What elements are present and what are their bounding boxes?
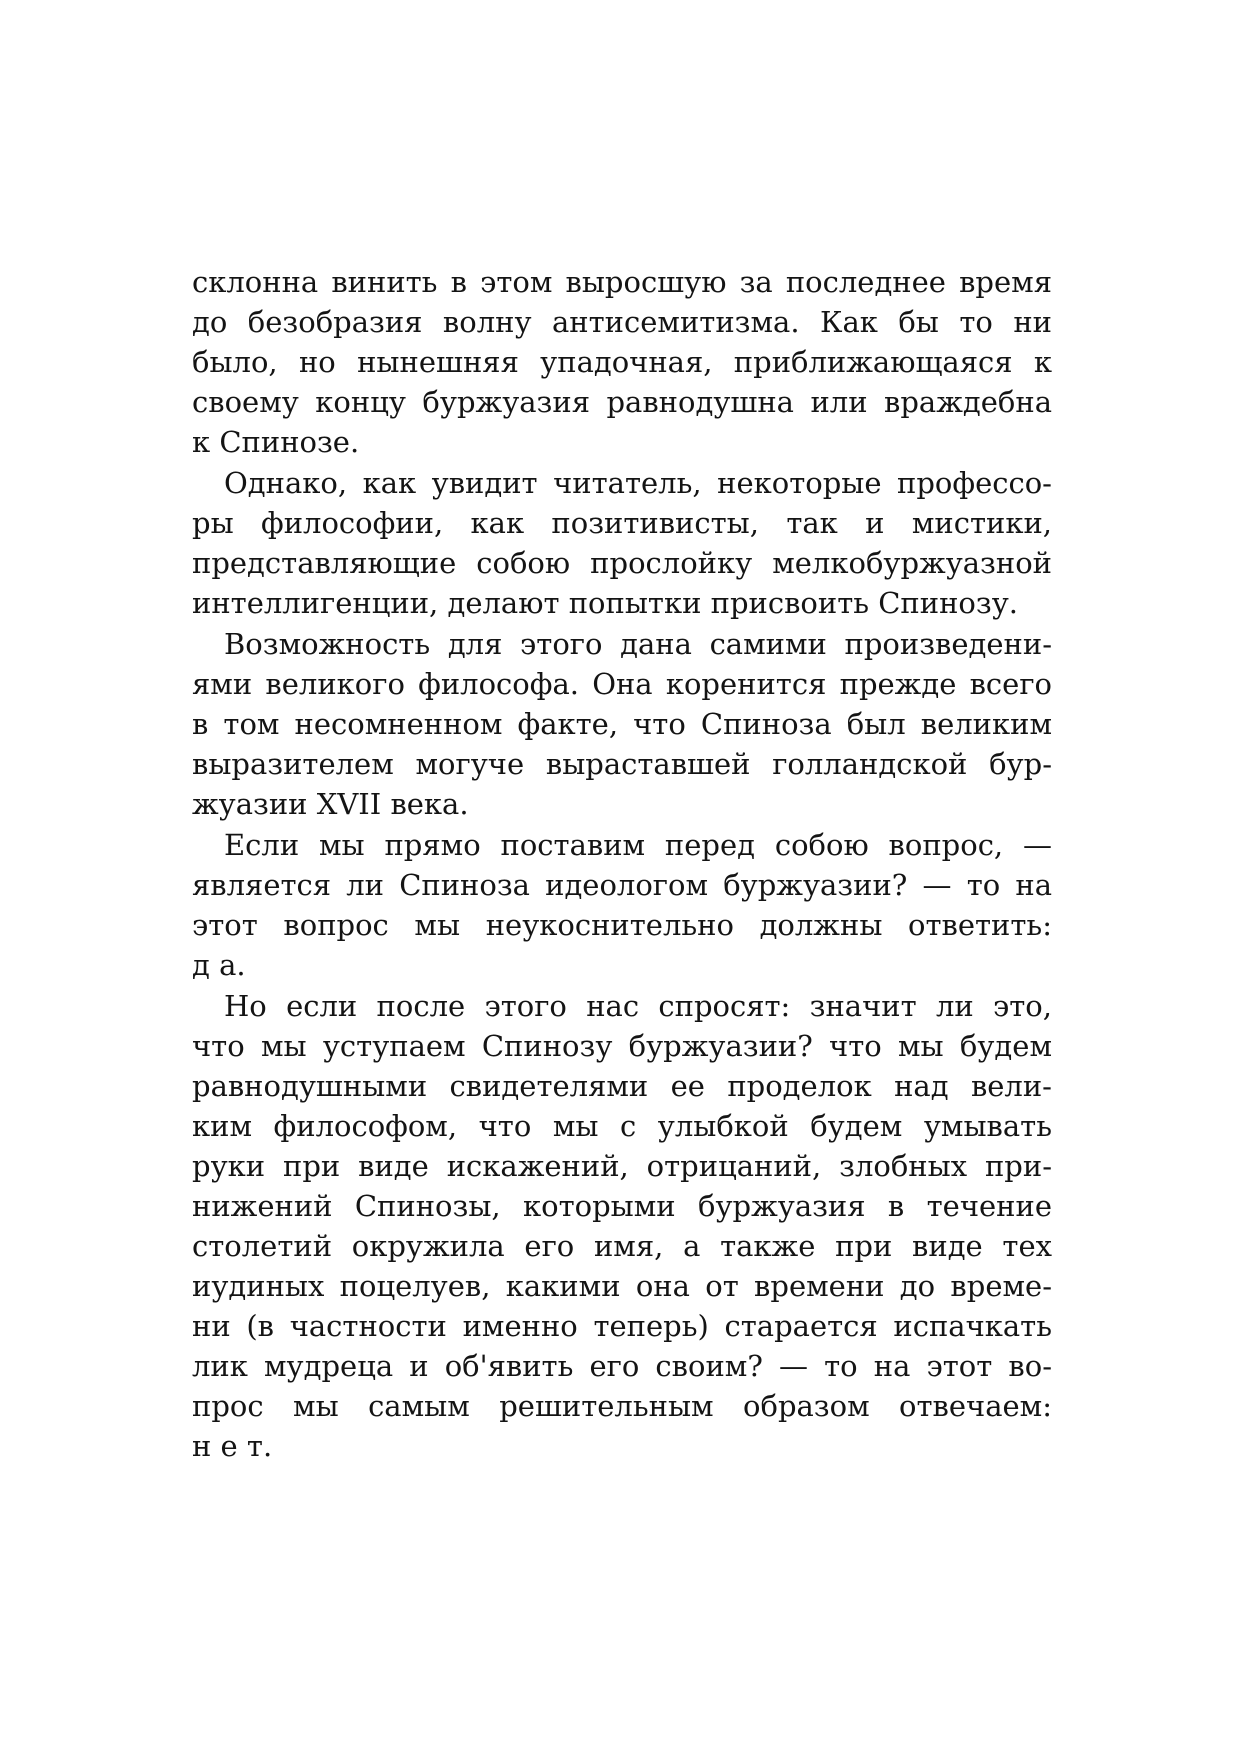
text-line: склонна винить в этом выросшую за последнее время <box>192 265 1052 299</box>
text-line: было, но нынешняя упадочная, приближающаяся к <box>192 345 1052 379</box>
paragraph-2 <box>192 463 1052 623</box>
text-line: ким философом, что мы с улыбкой будем умывать <box>192 1109 1052 1143</box>
text-line: этот вопрос мы неукоснительно должны ответить: <box>192 908 1052 942</box>
paragraph-5 <box>192 986 1052 1466</box>
text-line: д а. <box>192 948 246 982</box>
body-text <box>192 262 1052 1467</box>
text-line: Если мы прямо поставим перед собою вопрос, — <box>224 828 1052 862</box>
text-line: жуазии XVII века. <box>192 787 469 821</box>
paragraph-3 <box>192 624 1052 824</box>
text-line: к Спинозе. <box>192 425 360 459</box>
text-line: прос мы самым решительным образом отвечаем: <box>192 1389 1052 1423</box>
text-line: Но если после этого нас спросят: значит ли это, <box>224 989 1052 1023</box>
text-line: ями великого философа. Она коренится прежде всего <box>192 667 1052 701</box>
text-line: равнодушными свидетелями ее проделок над вели- <box>192 1069 1052 1103</box>
paragraph-4 <box>192 825 1052 985</box>
text-line: руки при виде искажений, отрицаний, злобных при- <box>192 1149 1052 1183</box>
text-line: интеллигенции, делают попытки присвоить Спинозу. <box>192 586 1018 620</box>
text-line: ры философии, как позитивисты, так и мистики, <box>192 506 1052 540</box>
text-line: Однако, как увидит читатель, некоторые профессо- <box>224 466 1052 500</box>
text-line: представляющие собою прослойку мелкобуржуазной <box>192 546 1052 580</box>
text-line: в том несомненном факте, что Спиноза был великим <box>192 707 1052 741</box>
text-line: до безобразия волну антисемитизма. Как бы то ни <box>192 305 1052 339</box>
text-line: своему концу буржуазия равнодушна или враждебна <box>192 385 1052 419</box>
text-line: выразителем могуче выраставшей голландской бур- <box>192 747 1052 781</box>
text-line: что мы уступаем Спинозу буржуазии? что мы будем <box>192 1029 1052 1063</box>
text-line: столетий окружила его имя, а также при виде тех <box>192 1229 1052 1263</box>
text-line: является ли Спиноза идеологом буржуазии? — то на <box>192 868 1052 902</box>
paragraph-1 <box>192 262 1052 462</box>
text-line: н е т. <box>192 1429 273 1463</box>
text-line: иудиных поцелуев, какими она от времени до време- <box>192 1269 1052 1303</box>
text-line: нижений Спинозы, которыми буржуазия в течение <box>192 1189 1052 1223</box>
text-line: ни (в частности именно теперь) старается испачкать <box>192 1309 1052 1343</box>
text-line: Возможность для этого дана самими произведени- <box>224 627 1052 661</box>
text-line: лик мудреца и об'явить его своим? — то на этот во- <box>192 1349 1052 1383</box>
